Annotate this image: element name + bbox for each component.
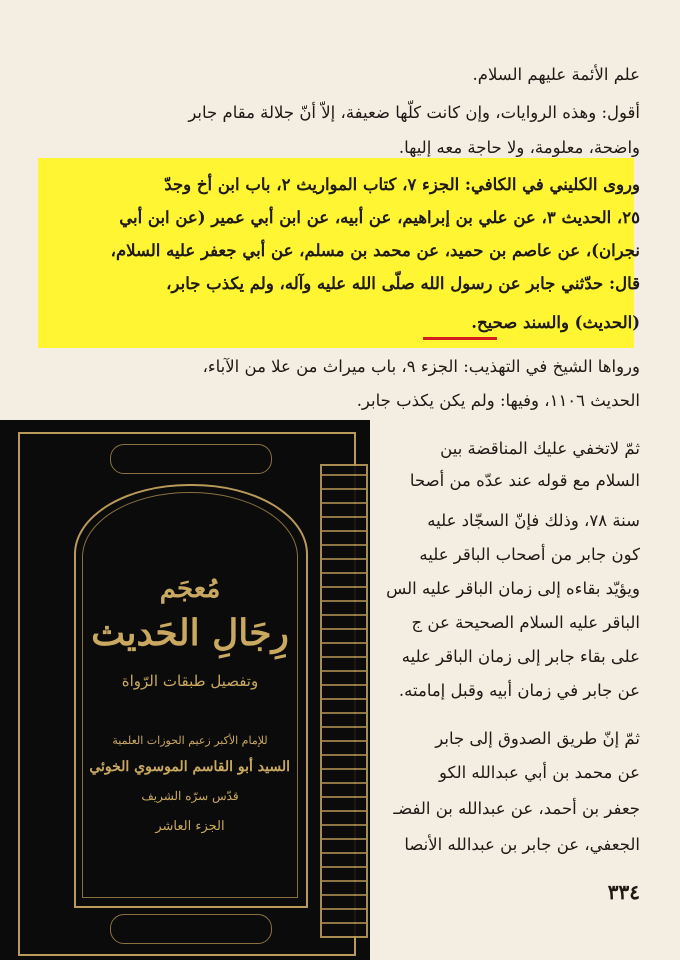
page-number: ٣٣٤ bbox=[607, 880, 640, 904]
text-line-3: واضحة، معلومة، ولا حاجة معه إليها. bbox=[398, 138, 640, 157]
cover-volume: الجزء العاشر bbox=[155, 819, 225, 834]
text-line-16: الباقر عليه السلام الصحيحة عن ج bbox=[411, 613, 640, 632]
text-line-22: الجعفي، عن جابر بن عبدالله الأنصا bbox=[404, 835, 640, 854]
text-line-1: علم الأئمة عليهم السلام. bbox=[472, 65, 640, 84]
text-line-5: ٢٥، الحديث ٣، عن علي بن إبراهيم، عن أبيه، عن ابن أبي عمير (عن ابن أبي bbox=[119, 208, 640, 227]
text-line-11: ثمّ لاتخفي عليك المناقضة بين bbox=[440, 439, 640, 458]
cover-title-line1: مُعجَم bbox=[159, 574, 221, 604]
text-line-18: عن جابر في زمان أبيه وقبل إمامته. bbox=[398, 681, 640, 700]
text-line-14: كون جابر من أصحاب الباقر عليه bbox=[419, 545, 640, 564]
cover-arch-inner bbox=[82, 492, 298, 898]
text-line-21: جعفر بن أحمد، عن عبدالله بن الفضـ bbox=[393, 799, 640, 818]
text-line-4: وروى الكليني في الكافي: الجزء ٧، كتاب المواريث ٢، باب ابن أخ وجدّ bbox=[164, 175, 640, 194]
text-line-17: على بقاء جابر إلى زمان الباقر عليه bbox=[401, 647, 640, 666]
red-underline bbox=[423, 337, 497, 340]
cover-geometric-border bbox=[320, 464, 368, 938]
cover-author-suffix: قدّس سرّه الشريف bbox=[141, 789, 239, 803]
text-line-9: ورواها الشيخ في التهذيب: الجزء ٩، باب ميراث من علا من الآباء، bbox=[202, 357, 640, 376]
text-line-10: الحديث ١١٠٦، وفيها: ولم يكن يكذب جابر. bbox=[356, 391, 640, 410]
text-line-12: السلام مع قوله عند عدّه من أصحا bbox=[409, 471, 640, 490]
text-line-8: (الحديث) والسند صحيح. bbox=[471, 313, 640, 332]
text-line-20: عن محمد بن أبي عبدالله الكو bbox=[438, 763, 640, 782]
text-line-6: نجران)، عن عاصم بن حميد، عن محمد بن مسلم، عن أبي جعفر عليه السلام، bbox=[110, 241, 640, 260]
text-line-7: قال: حدّثني جابر عن رسول الله صلّى الله عليه وآله، ولم يكذب جابر، bbox=[166, 274, 640, 293]
text-line-15: ويؤيّد بقاءه إلى زمان الباقر عليه الس bbox=[386, 579, 640, 598]
cover-bottom-ornament bbox=[110, 914, 272, 944]
cover-author-label: للإمام الأكبر زعيم الحوزات العلمية bbox=[112, 734, 268, 747]
text-line-19: ثمّ إنّ طريق الصدوق إلى جابر bbox=[435, 729, 640, 748]
cover-frame bbox=[18, 432, 356, 956]
book-cover-image bbox=[0, 420, 370, 960]
cover-title-line2: رِجَالِ الحَديث bbox=[91, 612, 289, 654]
cover-top-ornament bbox=[110, 444, 272, 474]
text-line-2: أقول: وهذه الروايات، وإن كانت كلّها ضعيفة، إلاّ أنّ جلالة مقام جابر bbox=[188, 103, 640, 122]
text-line-13: سنة ٧٨، وذلك فإنّ السجّاد عليه bbox=[427, 511, 640, 530]
cover-subtitle: وتفصيل طبقات الرّواة bbox=[121, 672, 259, 690]
cover-author-name: السيد أبو القاسم الموسوي الخوئي bbox=[89, 759, 290, 775]
